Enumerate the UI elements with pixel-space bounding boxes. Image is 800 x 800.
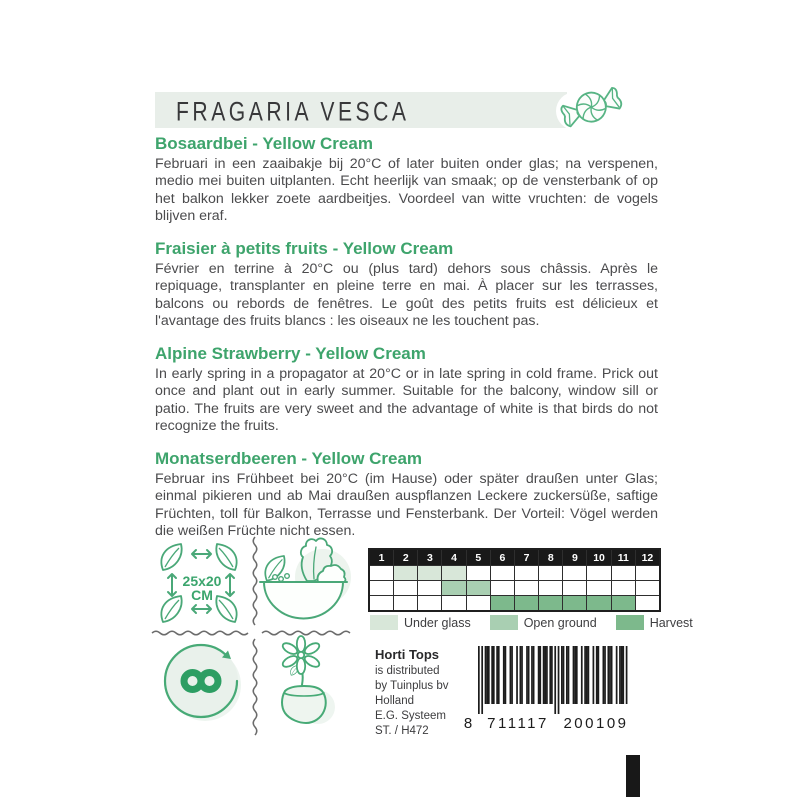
calendar-cell	[563, 566, 586, 580]
calendar-cell	[612, 596, 635, 610]
legend-item	[490, 615, 597, 630]
calendar-cell	[539, 566, 562, 580]
spacing-value: 25x20	[182, 573, 222, 589]
section-body: Februar ins Frühbeet bei 20°C (im Hause) oder später draußen unter Glas; einmal pikieren und ab Mai draußen auspflanzen Leckere zuckersüße, saftige Früchten, toll für Balkon, Terrasse und Fensterbank. Der Vorteil: Vögel werden die weißen Früchte nicht essen.	[155, 471, 658, 540]
calendar-cell	[491, 566, 514, 580]
section-german	[155, 449, 658, 541]
spacing-unit: CM	[191, 587, 213, 603]
calendar-cell	[442, 596, 465, 610]
calendar-cell	[587, 566, 610, 580]
perennial-cycle-icon	[164, 644, 241, 721]
calendar-month-header: 1	[370, 550, 393, 565]
barcode	[460, 646, 638, 732]
calendar-month-header: 8	[539, 550, 562, 565]
calendar-cell	[563, 596, 586, 610]
section-body: Februari in een zaaibakje bij 20°C of later buiten onder glas; na verspenen, medio mei buiten uitplanten. Echt heerlijk van smaak; op de vensterbank of op het balkon lekker zoete aardbeitjes. Voordeel van witte vruchten: de vogels blijven eraf.	[155, 156, 658, 225]
calendar-month-header: 4	[442, 550, 465, 565]
distributor-info	[375, 647, 449, 739]
legend-swatch	[370, 615, 398, 630]
calendar-cell	[394, 581, 417, 595]
barcode-bars	[478, 646, 627, 714]
calendar-cell	[612, 581, 635, 595]
legend-swatch	[490, 615, 518, 630]
section-english	[155, 344, 658, 436]
arrow-vertical-icon	[226, 574, 234, 596]
barcode-digit-first: 8	[463, 715, 473, 732]
divider-horizontal-right	[262, 631, 350, 635]
barcode-digits-right: 200109	[563, 715, 629, 732]
legend-item	[616, 615, 693, 630]
section-dutch	[155, 134, 658, 226]
distributor-line: E.G. Systeem	[375, 710, 446, 722]
calendar-cell	[515, 596, 538, 610]
calendar-cell	[612, 566, 635, 580]
distributor-line: ST. / H472	[375, 725, 429, 737]
plant-spacing-icon	[161, 544, 236, 622]
calendar-cell	[491, 581, 514, 595]
arrow-vertical-icon	[168, 574, 176, 596]
calendar-cell	[587, 581, 610, 595]
calendar-cell	[563, 581, 586, 595]
arrow-horizontal-icon	[192, 550, 211, 558]
section-heading: Alpine Strawberry - Yellow Cream	[155, 344, 426, 363]
section-french	[155, 239, 658, 331]
calendar-cell	[467, 581, 490, 595]
divider-vertical-top	[253, 537, 257, 625]
calendar-month-header: 2	[394, 550, 417, 565]
section-heading: Bosaardbei - Yellow Cream	[155, 134, 373, 153]
calendar-cell	[515, 566, 538, 580]
sowing-calendar	[368, 548, 661, 612]
calendar-cell	[636, 566, 659, 580]
section-body: In early spring in a propagator at 20°C or in late spring in cold frame. Prick out once and plant out in early summer. Suitable for the balcony, window sill or patio. The fruits are very sweet and the advantage of white is that birds do not recognize the fruits.	[155, 366, 658, 435]
calendar-month-header: 6	[491, 550, 514, 565]
calendar-month-header: 3	[418, 550, 441, 565]
legend-label: Open ground	[523, 615, 597, 630]
calendar-cell	[370, 581, 393, 595]
calendar-cell	[418, 581, 441, 595]
calendar-cell	[370, 596, 393, 610]
calendar-legend	[370, 615, 712, 630]
calendar-cell	[467, 596, 490, 610]
calendar-month-header: 12	[636, 550, 659, 565]
distributor-name: Horti Tops	[375, 647, 440, 662]
distributor-line: Holland	[375, 695, 414, 707]
calendar-month-header: 7	[515, 550, 538, 565]
legend-item	[370, 615, 471, 630]
calendar-cell	[491, 596, 514, 610]
calendar-cell	[442, 581, 465, 595]
calendar-cell	[418, 596, 441, 610]
calendar-cell	[539, 596, 562, 610]
distributor-line: by Tuinplus bv	[375, 680, 449, 692]
divider-vertical-bottom	[253, 639, 257, 735]
legend-label: Harvest	[649, 615, 693, 630]
calendar-cell	[394, 566, 417, 580]
candy-icon	[557, 80, 627, 138]
section-heading: Monatserdbeeren - Yellow Cream	[155, 449, 423, 468]
calendar-cell	[539, 581, 562, 595]
legend-swatch	[616, 615, 644, 630]
calendar-cell	[636, 596, 659, 610]
calendar-month-header: 10	[587, 550, 610, 565]
calendar-cell	[467, 566, 490, 580]
salad-bowl-icon	[260, 538, 351, 618]
calendar-cell	[394, 596, 417, 610]
arrow-horizontal-icon	[192, 605, 211, 613]
legend-label: Under glass	[404, 615, 471, 630]
calendar-cell	[636, 581, 659, 595]
calendar-cell	[442, 566, 465, 580]
distributor-lines	[375, 664, 449, 739]
calendar-cell	[587, 596, 610, 610]
flower-pot-icon	[281, 636, 335, 724]
divider-horizontal-left	[152, 631, 248, 635]
icon-grid	[148, 535, 360, 747]
calendar-cell	[515, 581, 538, 595]
page-title: FRAGARIA VESCA	[176, 97, 410, 128]
print-registration-mark	[626, 755, 640, 797]
calendar-month-header: 11	[612, 550, 635, 565]
barcode-digits-left: 711117	[487, 715, 549, 732]
distributor-line: is distributed	[375, 665, 440, 677]
calendar-cell	[370, 566, 393, 580]
calendar-month-header: 9	[563, 550, 586, 565]
section-heading: Fraisier à petits fruits - Yellow Cream	[155, 239, 454, 258]
calendar-cell	[418, 566, 441, 580]
calendar-month-header: 5	[467, 550, 490, 565]
section-body: Février en terrine à 20°C ou (plus tard) dehors sous châssis. Après le repiquage, transplanter en pleine terre en mai. À placer sur les terrasses, balcons ou rebords de fenêtres. Le goût des petits fruits est délicieux et l'avantage des fruits blancs : les oiseaux ne les touchent pas.	[155, 261, 658, 330]
